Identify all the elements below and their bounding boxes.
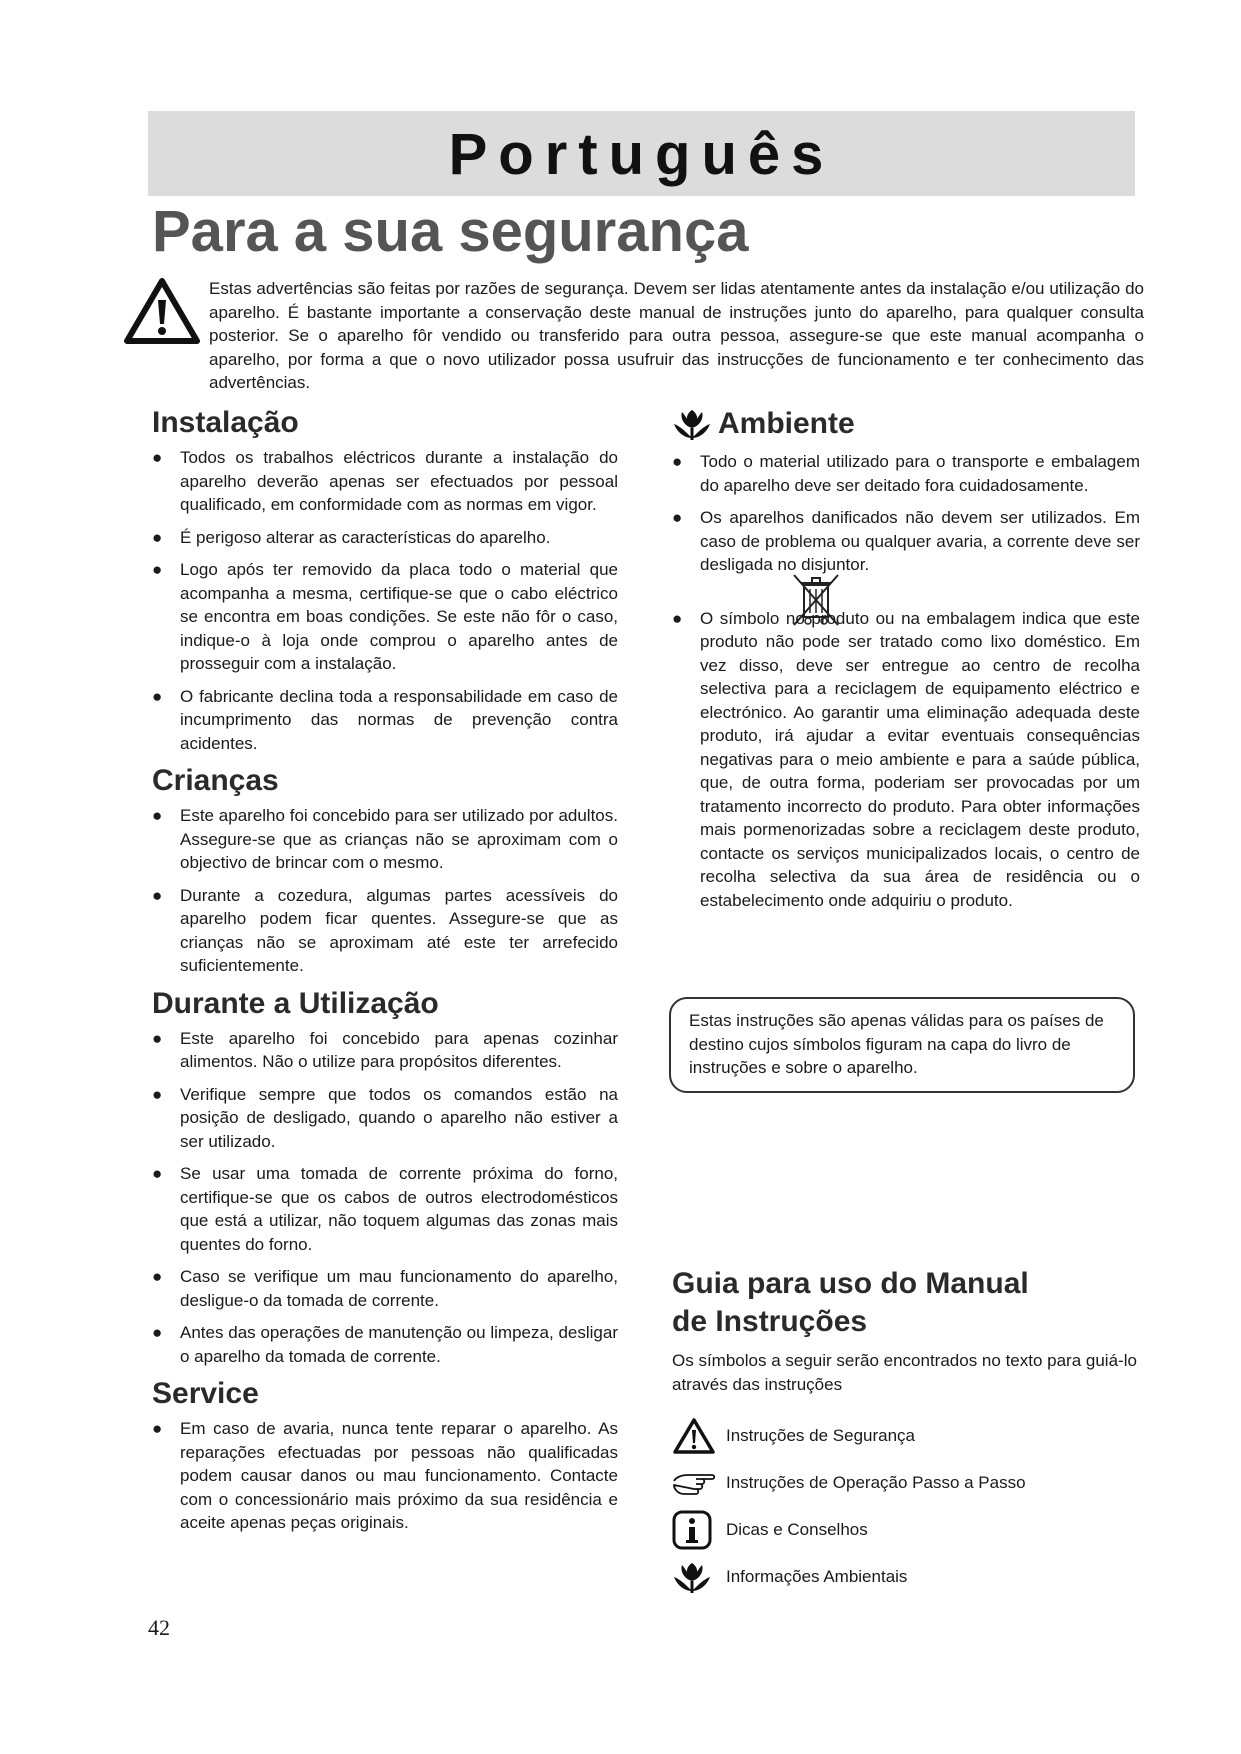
heading-instalacao: Instalação [152,406,299,439]
heading-utilizacao: Durante a Utilização [152,986,439,1020]
intro-paragraph: Estas advertências são feitas por razões de segurança. Devem ser lidas atentamente antes da instalação e/ou utilização do aparelho. É bastante importante a conservação deste manual de instruções junto do aparelho, para qualquer consulta posterior. Se o aparelho fôr vendido ou transferido para outra pessoa, assegure-se que este manual acompanha o aparelho, por forma a que o novo utilizador possa usufruir das instrucções de funcionamento e ter conhecimento das advertências. [209,279,1144,392]
list-item: ● Todos os trabalhos eléctricos durante a instalação do aparelho deverão apenas ser efectuados por pessoal qualificado, em conformidade com as normas em vigor. [152,448,618,514]
list-item: ● É perigoso alterar as características do aparelho. [152,527,551,547]
list-item: ● Todo o material utilizado para o transporte e embalagem do aparelho deve ser deitado fora cuidadosamente. [672,452,1140,495]
list-item: ● Caso se verifique um mau funcionamento do aparelho, desligue-o da tomada de corrente. [152,1267,618,1310]
right-column [672,406,1140,921]
legend-item-tips [672,1506,1142,1553]
list-item: ● Durante a cozedura, algumas partes acessíveis do aparelho podem ficar quentes. Assegure-se que as crianças não se aproximam até este ter arrefecido suficientemente. [152,885,618,975]
list-item: ● Verifique sempre que todos os comandos estão na posição de desligado, quando o aparelho não estiver a ser utilizado. [152,1084,618,1151]
section-criancas [152,764,618,978]
guide-section [672,1265,1142,1600]
list-item: ● Este aparelho foi concebido para apenas cozinhar alimentos. Não o utilize para propósitos diferentes. [152,1028,618,1071]
flower-icon [672,1559,712,1595]
legend-item-safety [672,1412,1142,1459]
notice-text: Estas instruções são apenas válidas para os países de destino cujos símbolos figuram na capa do livro de instruções e sobre o aparelho. [689,1011,1104,1077]
list-item: ● O símbolo no produto ou na embalagem indica que este produto não pode ser tratado como lixo doméstico. Em vez disso, deve ser entregue ao centro de recolha selectiva para a reciclagem de equipamento eléctrico e electrónico. Ao garantir uma eliminação adequada deste produto, irá ajudar a evitar eventuais consequências negativas para o meio ambiente e para a saúde pública, que, de outra forma, poderiam ser provocadas por um tratamento incorrecto do produto. Para obter informações mais pormenorizadas sobre a reciclagem deste produto, contacte os serviços municipalizados locais, o centro de recolha selectiva da sua área de residência ou o estabelecimento onde adquiriu o produto. [672,608,1140,910]
ambiente-header [672,406,1140,442]
left-column [152,406,618,1544]
legend-label: Instruções de Operação Passo a Passo [726,1472,1026,1492]
heading-service: Service [152,1377,259,1410]
section-instalacao [152,406,618,755]
section-service [152,1377,618,1535]
page-title: Para a sua segurança [152,199,749,264]
weee-block [672,607,1140,913]
warning-icon [672,1417,716,1455]
list-item: ● Antes das operações de manutenção ou limpeza, desligar o aparelho da tomada de corrente. [152,1323,618,1366]
legend-label: Instruções de Segurança [726,1425,916,1445]
heading-ambiente: Ambiente [718,407,855,440]
warning-icon [124,278,200,344]
notice-box [669,997,1135,1093]
list-item: ● Logo após ter removido da placa todo o material que acompanha a mesma, certifique-se que o cabo eléctrico se encontra em boas condições. Se este não fôr o caso, indique-o à loja onde comprou o aparelho antes de prosseguir com a instalação. [152,560,618,673]
flower-icon [672,406,712,442]
heading-criancas: Crianças [152,764,279,797]
info-icon [672,1510,712,1550]
language-title: Português [448,122,835,187]
page-number: 42 [148,1615,170,1640]
legend-item-environment [672,1553,1142,1600]
legend-label: Informações Ambientais [726,1566,908,1586]
legend-label: Dicas e Conselhos [726,1519,868,1539]
guide-heading: Guia para uso do Manual de Instruções [672,1267,1029,1338]
list-item: ● Em caso de avaria, nunca tente reparar o aparelho. As reparações efectuadas por pessoas não qualificadas podem causar danos ou mau funcionamento. Contacte com o concessionário mais próximo da sua residência e aceite apenas peças originais. [152,1419,618,1532]
list-item: ● Os aparelhos danificados não devem ser utilizados. Em caso de problema ou qualquer avaria, a corrente deve ser desligada no disjuntor. [672,508,1140,574]
section-utilizacao [152,987,618,1369]
language-banner [148,111,1135,196]
legend-item-steps [672,1459,1142,1506]
list-item: ● Se usar uma tomada de corrente próxima do forno, certifique-se que os cabos de outros electrodomésticos que está a utilizar, não toquem algumas das zonas mais quentes do forno. [152,1164,618,1254]
list-item: ● Este aparelho foi concebido para ser utilizado por adultos. Assegure-se que as crianças não se aproximam com o objectivo de brincar com o mesmo. [152,806,618,872]
guide-description: Os símbolos a seguir serão encontrados no texto para guiá-lo através das instruções [672,1351,1137,1394]
pointing-hand-icon [672,1469,718,1497]
list-item: ● O fabricante declina toda a responsabilidade em caso de incumprimento das normas de prevenção contra acidentes. [152,686,618,753]
